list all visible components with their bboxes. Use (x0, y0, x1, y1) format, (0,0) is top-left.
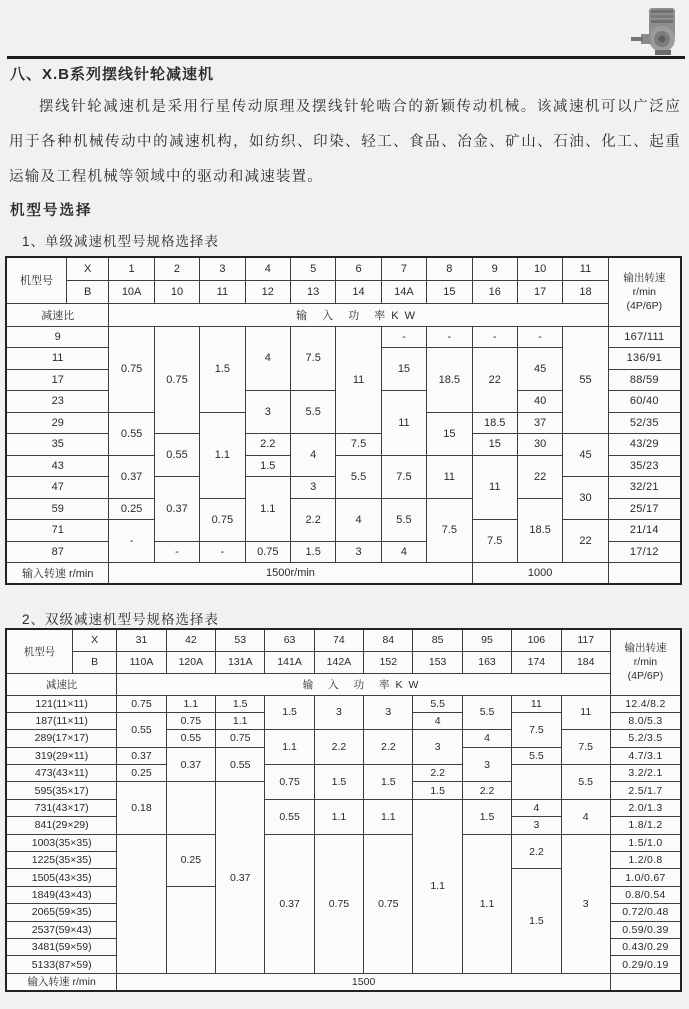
single-stage-table (5, 256, 682, 585)
input-speed-value: 1000 (472, 563, 608, 585)
power-cell: 2.2 (512, 834, 561, 869)
x-row-label: X (72, 629, 116, 651)
b-value: 18 (563, 280, 608, 303)
power-cell: 5.5 (512, 747, 561, 764)
power-cell: 0.25 (166, 834, 215, 886)
power-cell: 1.1 (413, 799, 462, 973)
ratio-row-label: 1003(35×35) (6, 834, 117, 851)
power-cell: 3 (364, 695, 413, 730)
power-cell: 0.18 (117, 782, 166, 834)
power-cell: 0.55 (166, 730, 215, 747)
x-value: 42 (166, 629, 215, 651)
ratio-row-label: 841(29×29) (6, 817, 117, 834)
output-speed-header (608, 257, 681, 326)
power-cell: 0.55 (154, 434, 199, 477)
b-value: 131A (216, 651, 265, 673)
output-speed-cell: 0.8/0.54 (610, 886, 681, 903)
power-cell: 7.5 (472, 520, 517, 563)
b-value: 163 (462, 651, 511, 673)
power-cell: 0.37 (109, 455, 154, 498)
power-cell: 5.5 (381, 498, 426, 541)
power-cell: 22 (472, 348, 517, 413)
power-cell: 7.5 (561, 730, 610, 765)
power-cell: 18.5 (427, 348, 472, 413)
ratio-row-label: 35 (6, 434, 109, 456)
power-cell: 1.1 (200, 412, 245, 498)
power-cell: 2.2 (245, 434, 290, 456)
power-cell: 3 (245, 391, 290, 434)
power-cell: 0.37 (166, 747, 215, 782)
power-cell: 1.1 (314, 799, 363, 834)
b-value: 142A (314, 651, 363, 673)
power-cell: 15 (427, 412, 472, 455)
output-speed-cell: 32/21 (608, 477, 681, 499)
b-value: 10 (154, 280, 199, 303)
power-cell: 2.2 (290, 498, 335, 541)
output-speed-cell: 0.72/0.48 (610, 904, 681, 921)
power-cell: - (109, 520, 154, 563)
power-cell: 4 (561, 799, 610, 834)
power-cell: 11 (381, 391, 426, 456)
b-value: 11 (200, 280, 245, 303)
power-cell: 0.55 (216, 747, 265, 782)
section-title: 八、X.B系列摆线针轮减速机 (10, 66, 215, 83)
output-speed-cell: 17/12 (608, 541, 681, 563)
output-speed-cell: 1.2/0.8 (610, 852, 681, 869)
b-value: 152 (364, 651, 413, 673)
ratio-row-label: 9 (6, 326, 109, 348)
x-value: 4 (245, 257, 290, 280)
x-value: 6 (336, 257, 381, 280)
output-speed-cell: 52/35 (608, 412, 681, 434)
ratio-row-label: 87 (6, 541, 109, 563)
power-cell: 1.5 (314, 765, 363, 800)
x-value: 117 (561, 629, 610, 651)
ratio-row-label: 289(17×17) (6, 730, 117, 747)
gear-reducer-photo-icon (611, 6, 683, 56)
power-cell (166, 782, 215, 834)
x-value: 5 (290, 257, 335, 280)
b-value: 13 (290, 280, 335, 303)
output-speed-cell: 35/23 (608, 455, 681, 477)
output-speed-cell: 4.7/3.1 (610, 747, 681, 764)
power-cell: 1.5 (265, 695, 314, 730)
power-cell: 11 (427, 455, 472, 498)
power-cell: 0.55 (109, 412, 154, 455)
power-cell: 37 (517, 412, 562, 434)
power-cell: 4 (245, 326, 290, 391)
power-cell: 4 (381, 541, 426, 563)
power-cell: 55 (563, 326, 608, 434)
power-cell: - (200, 541, 245, 563)
output-speed-header-line: r/min (632, 285, 657, 298)
power-cell: 15 (472, 434, 517, 456)
output-speed-header-line: 输出转速 (623, 271, 666, 284)
output-speed-cell: 12.4/8.2 (610, 695, 681, 712)
power-cell: - (154, 541, 199, 563)
ratio-row-label: 319(29×11) (6, 747, 117, 764)
x-value: 84 (364, 629, 413, 651)
table2-caption: 2、双级减速机型号规格选择表 (22, 612, 220, 627)
power-cell: 0.37 (154, 477, 199, 542)
power-cell: 1.1 (245, 477, 290, 542)
output-speed-cell: 0.59/0.39 (610, 921, 681, 938)
power-cell: - (472, 326, 517, 348)
power-cell: 4 (462, 730, 511, 747)
power-cell: 30 (517, 434, 562, 456)
output-speed-cell: 0.43/0.29 (610, 938, 681, 955)
power-cell: 5.5 (336, 455, 381, 498)
input-speed-label: 输入转速 r/min (6, 563, 109, 585)
x-value: 3 (200, 257, 245, 280)
model-header: 机型号 (6, 257, 67, 303)
output-speed-header (610, 629, 681, 695)
ratio-row-label: 11 (6, 348, 109, 370)
power-cell: 3 (336, 541, 381, 563)
power-cell: 1.5 (200, 326, 245, 412)
power-cell: 2.2 (314, 730, 363, 765)
power-cell: 4 (290, 434, 335, 477)
ratio-row-label: 23 (6, 391, 109, 413)
power-cell: 11 (512, 695, 561, 712)
x-value: 95 (462, 629, 511, 651)
x-value: 11 (563, 257, 608, 280)
ratio-row-label: 43 (6, 455, 109, 477)
power-cell: 0.37 (216, 782, 265, 973)
power-cell: 1.5 (413, 782, 462, 799)
power-cell: 0.55 (265, 799, 314, 834)
power-cell: 45 (517, 348, 562, 391)
x-value: 2 (154, 257, 199, 280)
b-value: 14 (336, 280, 381, 303)
b-row-label: B (67, 280, 109, 303)
output-speed-cell: 60/40 (608, 391, 681, 413)
power-cell: 3 (561, 834, 610, 973)
x-value: 31 (117, 629, 166, 651)
output-footer-empty (610, 973, 681, 990)
input-speed-value: 1500 (117, 973, 611, 990)
b-value: 141A (265, 651, 314, 673)
power-cell: 30 (563, 477, 608, 520)
output-speed-cell: 136/91 (608, 348, 681, 370)
b-value: 15 (427, 280, 472, 303)
power-cell: 0.75 (166, 712, 215, 729)
b-value: 17 (517, 280, 562, 303)
power-cell: 2.2 (364, 730, 413, 765)
b-value: 153 (413, 651, 462, 673)
top-rule (7, 56, 685, 59)
x-value: 8 (427, 257, 472, 280)
x-value: 9 (472, 257, 517, 280)
power-cell: 1.1 (265, 730, 314, 765)
power-cell: 7.5 (290, 326, 335, 391)
power-cell: 1.5 (216, 695, 265, 712)
intro-paragraph: 摆线针轮减速机是采用行星传动原理及摆线针轮啮合的新颖传动机械。该减速机可以广泛应用于各种机械传动中的减速机构，如纺织、印染、轻工、食品、冶金、矿山、石油、化工、起重运输及工程机械等领域中的驱动和减速装置。 (9, 99, 681, 185)
model-header: 机型号 (6, 629, 72, 673)
power-cell: 18.5 (517, 498, 562, 563)
ratio-row-label: 71 (6, 520, 109, 542)
power-cell: 1.5 (462, 799, 511, 834)
power-cell: 0.25 (117, 765, 166, 782)
output-speed-cell: 25/17 (608, 498, 681, 520)
ratio-row-label: 47 (6, 477, 109, 499)
power-cell: 0.75 (216, 730, 265, 747)
ratio-row-label: 1849(43×43) (6, 886, 117, 903)
b-value: 12 (245, 280, 290, 303)
output-speed-cell: 88/59 (608, 369, 681, 391)
power-cell: 4 (512, 799, 561, 816)
power-cell: 3 (512, 817, 561, 834)
power-cell: - (427, 326, 472, 348)
ratio-row-label: 1505(43×35) (6, 869, 117, 886)
x-value: 63 (265, 629, 314, 651)
power-cell: 22 (563, 520, 608, 563)
double-stage-table (5, 628, 682, 992)
power-cell: 0.75 (364, 834, 413, 973)
power-cell: 11 (561, 695, 610, 730)
power-cell: 7.5 (512, 712, 561, 747)
output-speed-cell: 2.0/1.3 (610, 799, 681, 816)
power-cell: 3 (314, 695, 363, 730)
ratio-row-label: 29 (6, 412, 109, 434)
selection-heading: 机型号选择 (10, 203, 93, 219)
output-speed-header-line: (4P/6P) (627, 670, 664, 683)
power-cell: 22 (517, 455, 562, 498)
input-speed-label: 输入转速 r/min (6, 973, 117, 990)
power-cell: 7.5 (427, 498, 472, 563)
ratio-row-label: 5133(87×59) (6, 956, 117, 973)
power-cell: 1.1 (462, 834, 511, 973)
b-value: 174 (512, 651, 561, 673)
power-cell: 0.75 (117, 695, 166, 712)
x-value: 74 (314, 629, 363, 651)
output-speed-cell: 1.8/1.2 (610, 817, 681, 834)
power-cell: 11 (472, 455, 517, 520)
output-speed-cell: 2.5/1.7 (610, 782, 681, 799)
power-cell: 5.5 (290, 391, 335, 434)
power-cell: 3 (462, 747, 511, 782)
ratio-header: 减速比 (6, 303, 109, 326)
power-cell: 4 (336, 498, 381, 541)
input-power-header: 输 入 功 率KW (109, 303, 608, 326)
ratio-row-label: 2537(59×43) (6, 921, 117, 938)
power-cell: 4 (413, 712, 462, 729)
power-cell: - (381, 326, 426, 348)
b-value: 120A (166, 651, 215, 673)
ratio-row-label: 59 (6, 498, 109, 520)
output-speed-header-line: (4P/6P) (626, 299, 663, 312)
power-cell: 45 (563, 434, 608, 477)
power-cell: 5.5 (462, 695, 511, 730)
output-speed-header-line: 输出转速 (624, 642, 667, 655)
power-cell: 15 (381, 348, 426, 391)
output-speed-cell: 167/111 (608, 326, 681, 348)
power-cell: - (517, 326, 562, 348)
power-cell: 0.55 (117, 712, 166, 747)
power-cell: 2.2 (462, 782, 511, 799)
b-value: 16 (472, 280, 517, 303)
power-cell: 0.37 (117, 747, 166, 764)
x-value: 85 (413, 629, 462, 651)
power-cell (117, 834, 166, 973)
power-cell: 3 (413, 730, 462, 765)
power-cell: 0.75 (109, 326, 154, 412)
ratio-header: 减速比 (6, 673, 117, 695)
power-cell: 2.2 (413, 765, 462, 782)
ratio-row-label: 473(43×11) (6, 765, 117, 782)
power-cell: 0.25 (109, 498, 154, 520)
ratio-row-label: 731(43×17) (6, 799, 117, 816)
power-cell: 0.37 (265, 834, 314, 973)
ratio-row-label: 2065(59×35) (6, 904, 117, 921)
x-value: 7 (381, 257, 426, 280)
power-cell: 1.1 (216, 712, 265, 729)
power-cell: 1.5 (364, 765, 413, 800)
b-value: 10A (109, 280, 154, 303)
x-value: 106 (512, 629, 561, 651)
ratio-row-label: 595(35×17) (6, 782, 117, 799)
ratio-row-label: 187(11×11) (6, 712, 117, 729)
output-speed-header-line: r/min (633, 656, 658, 669)
power-cell: 7.5 (381, 455, 426, 498)
power-cell: 3 (290, 477, 335, 499)
ratio-row-label: 121(11×11) (6, 695, 117, 712)
power-cell (166, 886, 215, 973)
x-row-label: X (67, 257, 109, 280)
x-value: 10 (517, 257, 562, 280)
table1-caption: 1、单级减速机型号规格选择表 (22, 234, 220, 249)
power-cell: 11 (336, 326, 381, 434)
output-speed-cell: 43/29 (608, 434, 681, 456)
power-cell: 1.1 (364, 799, 413, 834)
output-speed-cell: 0.29/0.19 (610, 956, 681, 973)
output-footer-empty (608, 563, 681, 585)
power-cell: 0.75 (314, 834, 363, 973)
power-cell: 1.5 (512, 869, 561, 973)
b-value: 14A (381, 280, 426, 303)
input-power-header: 输 入 功 率KW (117, 673, 611, 695)
b-value: 184 (561, 651, 610, 673)
ratio-row-label: 3481(59×59) (6, 938, 117, 955)
x-value: 1 (109, 257, 154, 280)
power-cell: 0.75 (200, 498, 245, 541)
input-speed-value: 1500r/min (109, 563, 472, 585)
power-cell: 18.5 (472, 412, 517, 434)
power-cell: 1.5 (245, 455, 290, 477)
b-value: 110A (117, 651, 166, 673)
power-cell: 0.75 (154, 326, 199, 434)
output-speed-cell: 21/14 (608, 520, 681, 542)
output-speed-cell: 8.0/5.3 (610, 712, 681, 729)
power-cell: 1.5 (290, 541, 335, 563)
ratio-row-label: 1225(35×35) (6, 852, 117, 869)
power-cell: 7.5 (336, 434, 381, 456)
output-speed-cell: 5.2/3.5 (610, 730, 681, 747)
power-cell: 1.1 (166, 695, 215, 712)
output-speed-cell: 1.5/1.0 (610, 834, 681, 851)
power-cell: 0.75 (265, 765, 314, 800)
output-speed-cell: 3.2/2.1 (610, 765, 681, 782)
b-row-label: B (72, 651, 116, 673)
output-speed-cell: 1.0/0.67 (610, 869, 681, 886)
power-cell (512, 765, 561, 800)
power-cell: 5.5 (561, 765, 610, 800)
ratio-row-label: 17 (6, 369, 109, 391)
power-cell: 5.5 (413, 695, 462, 712)
power-cell: 0.75 (245, 541, 290, 563)
power-cell: 40 (517, 391, 562, 413)
x-value: 53 (216, 629, 265, 651)
